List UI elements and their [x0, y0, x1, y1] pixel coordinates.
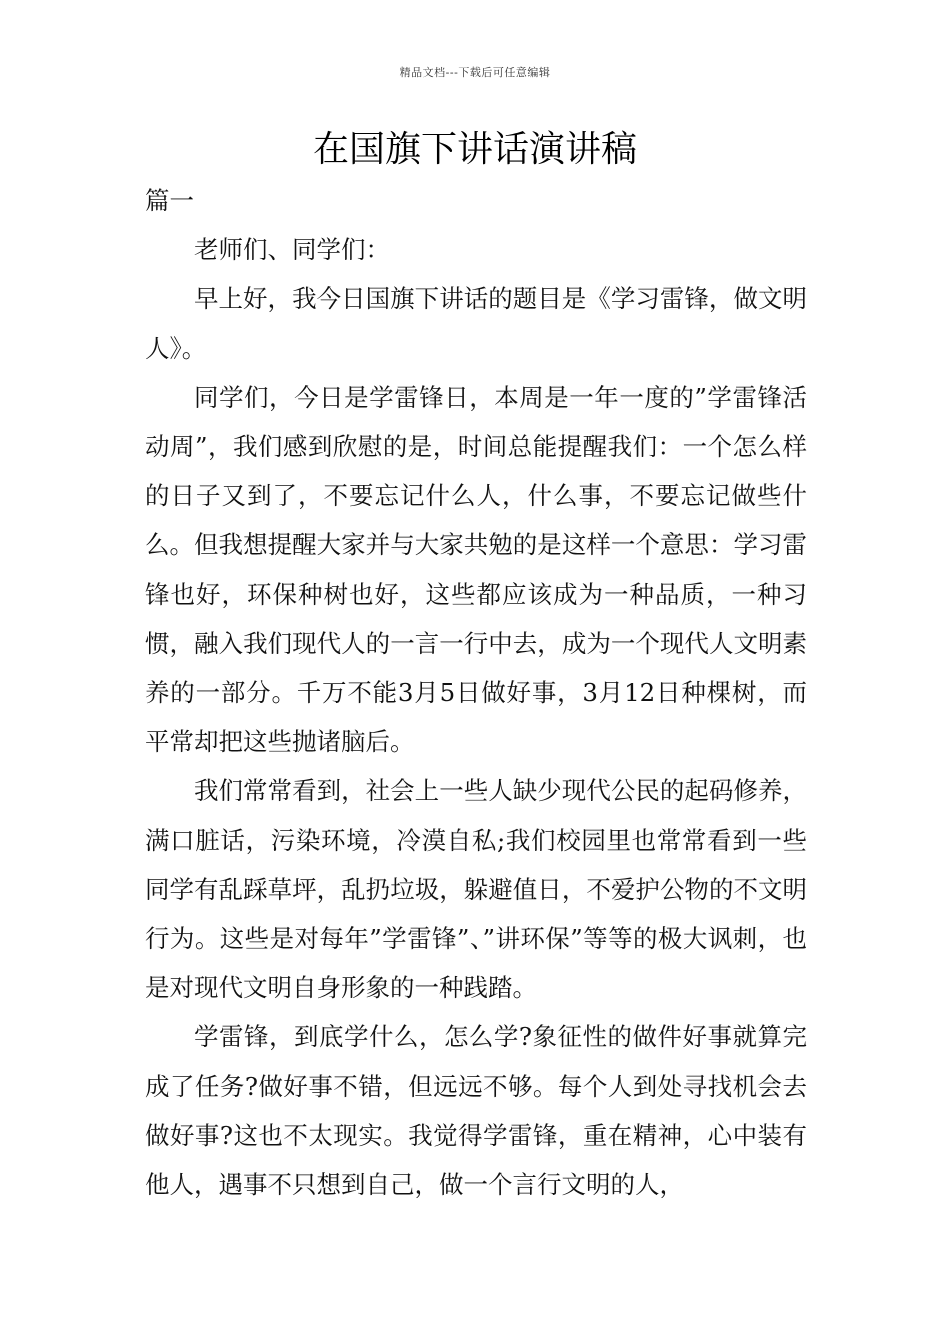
paragraph-lei-feng-day: 同学们，今日是学雷锋日，本周是一年一度的”学雷锋活动周”，我们感到欣慰的是，时间总能提醒我们：一个怎么样的日子又到了，不要忘记什么人，什么事，不要忘记做些什么。但我想提醒大家并与大家共勉的是这样一个意思：学习雷锋也好，环保种树也好，这些都应该成为一种品质，一种习惯，融入我们现代人的一言一行中去，成为一个现代人文明素养的一部分。千万不能3月5日做好事，3月12日种棵树，而平常却把这些抛诸脑后。: [145, 382, 807, 757]
paragraph-greeting: 老师们、同学们：: [194, 235, 390, 265]
document-title: 在国旗下讲话演讲稿: [312, 129, 637, 170]
section-label: 篇一: [145, 186, 194, 215]
paragraph-topic: 早上好，我今日国旗下讲话的题目是《学习雷锋，做文明人》。: [145, 284, 807, 363]
paragraph-what-to-learn: 学雷锋，到底学什么，怎么学?象征性的做件好事就算完成了任务?做好事不错，但远远不够。每个人到处寻找机会去做好事?这也不太现实。我觉得学雷锋，重在精神，心中装有他人，遇事不只想到自己，做一个言行文明的人，: [145, 1022, 807, 1200]
document-body: [145, 176, 807, 1209]
paragraph-uncivil-behavior: 我们常常看到，社会上一些人缺少现代公民的起码修养，满口脏话，污染环境，冷漠自私;我们校园里也常常看到一些同学有乱踩草坪，乱扔垃圾，躲避值日，不爱护公物的不文明行为。这些是对每年”学雷锋”、”讲环保”等等的极大讽刺，也是对现代文明自身形象的一种践踏。: [145, 776, 807, 1003]
header-note: 精品文档---下载后可任意编辑: [399, 66, 551, 79]
